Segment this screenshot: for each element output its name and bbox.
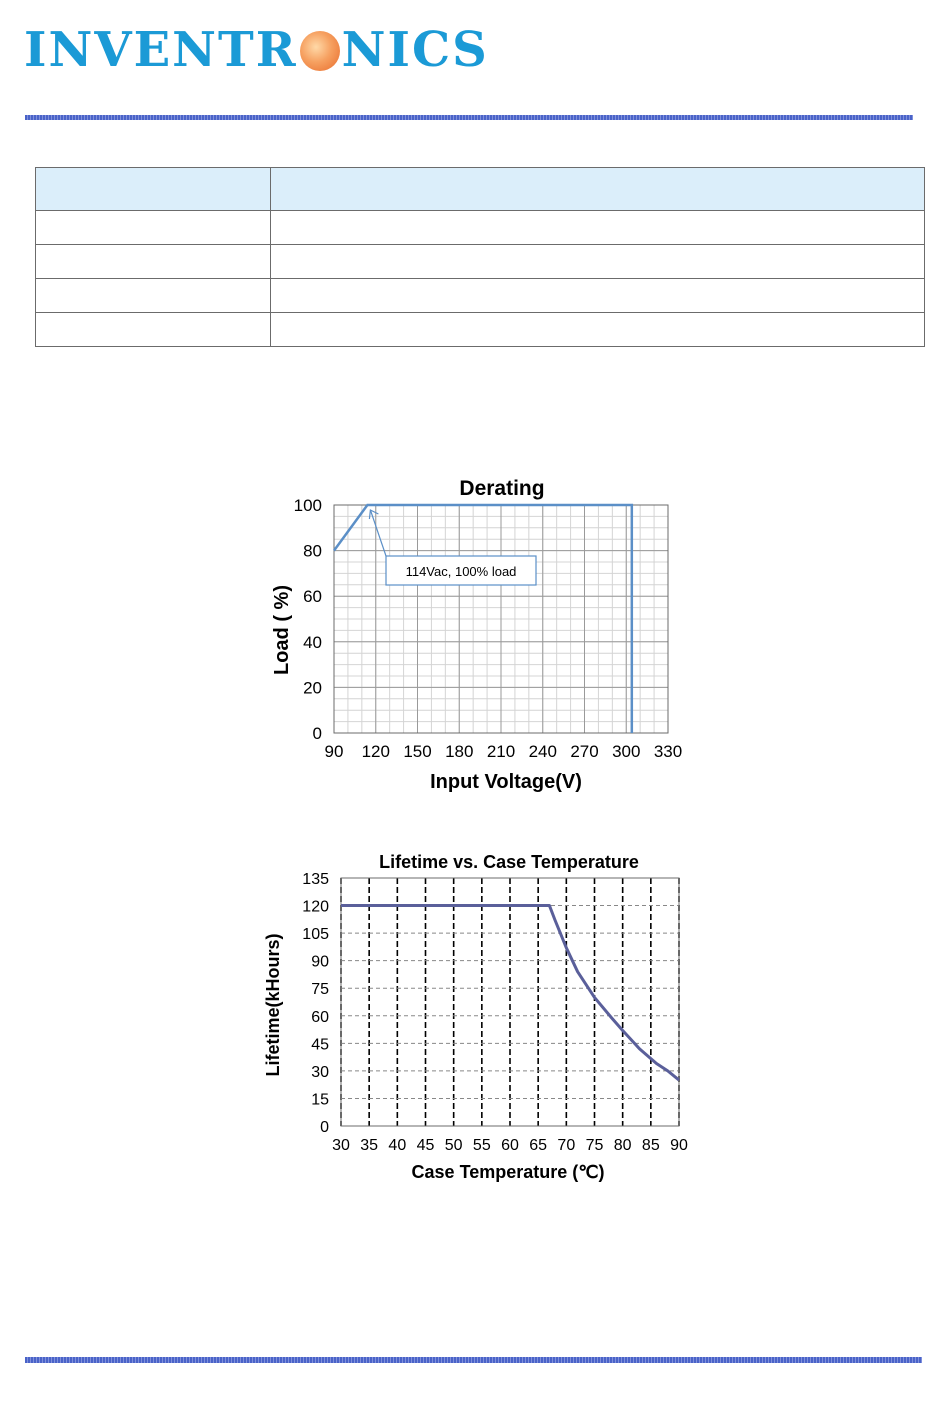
table-row (36, 245, 925, 279)
x-tick-label: 65 (529, 1137, 548, 1154)
y-tick-label: 100 (293, 496, 322, 515)
x-tick-label: 240 (528, 742, 557, 761)
x-axis-label: Case Temperature (℃) (411, 1162, 605, 1182)
y-tick-label: 75 (311, 981, 329, 999)
x-tick-label: 45 (416, 1137, 435, 1154)
chart-title: Derating (459, 477, 545, 500)
table-cell (271, 245, 925, 279)
y-axis-label: Load ( %) (271, 585, 293, 675)
x-tick-label: 50 (444, 1137, 463, 1154)
table-cell (271, 168, 925, 211)
logo-text-left: INVENTR (24, 22, 298, 78)
y-tick-label: 60 (303, 587, 322, 607)
table-row (36, 211, 925, 245)
x-tick-label: 70 (557, 1137, 576, 1154)
chart-grid (341, 878, 679, 1126)
y-tick-label: 80 (303, 541, 322, 561)
x-tick-label: 30 (332, 1137, 350, 1154)
x-tick-label: 40 (388, 1137, 407, 1154)
annotation-text: 114Vac, 100% load (405, 564, 517, 579)
y-tick-label: 90 (311, 953, 329, 971)
chart-title: Lifetime vs. Case Temperature (379, 852, 639, 872)
annotation-arrow (370, 510, 386, 556)
table-header-row (36, 168, 925, 211)
table-cell (271, 313, 925, 347)
table-cell (36, 211, 271, 245)
x-tick-label: 55 (472, 1137, 491, 1154)
x-tick-label: 85 (641, 1137, 660, 1154)
inventronics-logo (24, 22, 489, 78)
footer-divider (25, 1357, 922, 1363)
header-divider (25, 115, 913, 120)
x-tick-label: 35 (360, 1137, 379, 1154)
y-tick-label: 0 (320, 1119, 329, 1136)
x-tick-label: 90 (670, 1137, 688, 1154)
y-tick-labels (302, 871, 329, 1136)
table-cell (36, 168, 271, 211)
table-cell (36, 245, 271, 279)
logo-sun-icon (300, 31, 340, 71)
y-tick-label: 15 (311, 1091, 329, 1109)
x-tick-label: 120 (361, 742, 390, 761)
y-tick-label: 0 (312, 724, 322, 743)
x-tick-labels (325, 742, 683, 761)
x-tick-label: 180 (445, 742, 474, 761)
lifetime-chart (255, 845, 705, 1190)
table-cell (36, 313, 271, 347)
x-axis-label: Input Voltage(V) (430, 771, 582, 793)
logo-text-right: NICS (341, 22, 489, 78)
y-tick-label: 60 (311, 1008, 329, 1026)
x-tick-label: 80 (613, 1137, 632, 1154)
spec-table (35, 167, 925, 347)
annotation (369, 510, 536, 585)
derating-chart (250, 465, 710, 805)
table-cell (36, 279, 271, 313)
y-axis-label: Lifetime(kHours) (263, 933, 283, 1077)
y-tick-label: 45 (311, 1036, 329, 1054)
x-tick-label: 60 (501, 1137, 519, 1154)
y-tick-label: 30 (311, 1063, 329, 1081)
x-tick-label: 150 (403, 742, 432, 761)
table-row (36, 313, 925, 347)
y-tick-label: 40 (303, 632, 322, 652)
y-tick-labels (294, 496, 322, 743)
x-tick-label: 75 (585, 1137, 604, 1154)
y-tick-label: 105 (302, 926, 329, 944)
table-row (36, 279, 925, 313)
x-tick-label: 90 (324, 742, 344, 761)
y-tick-label: 20 (303, 678, 322, 698)
x-tick-label: 210 (486, 742, 516, 761)
table-cell (271, 211, 925, 245)
table-cell (271, 279, 925, 313)
annotation-arrowhead (369, 510, 378, 519)
x-tick-label: 330 (653, 742, 683, 761)
chart-grid (334, 505, 668, 733)
x-tick-label: 270 (570, 742, 599, 761)
x-tick-labels (332, 1137, 688, 1154)
y-tick-label: 135 (302, 871, 329, 888)
x-tick-label: 300 (612, 742, 641, 761)
y-tick-label: 120 (302, 898, 329, 916)
